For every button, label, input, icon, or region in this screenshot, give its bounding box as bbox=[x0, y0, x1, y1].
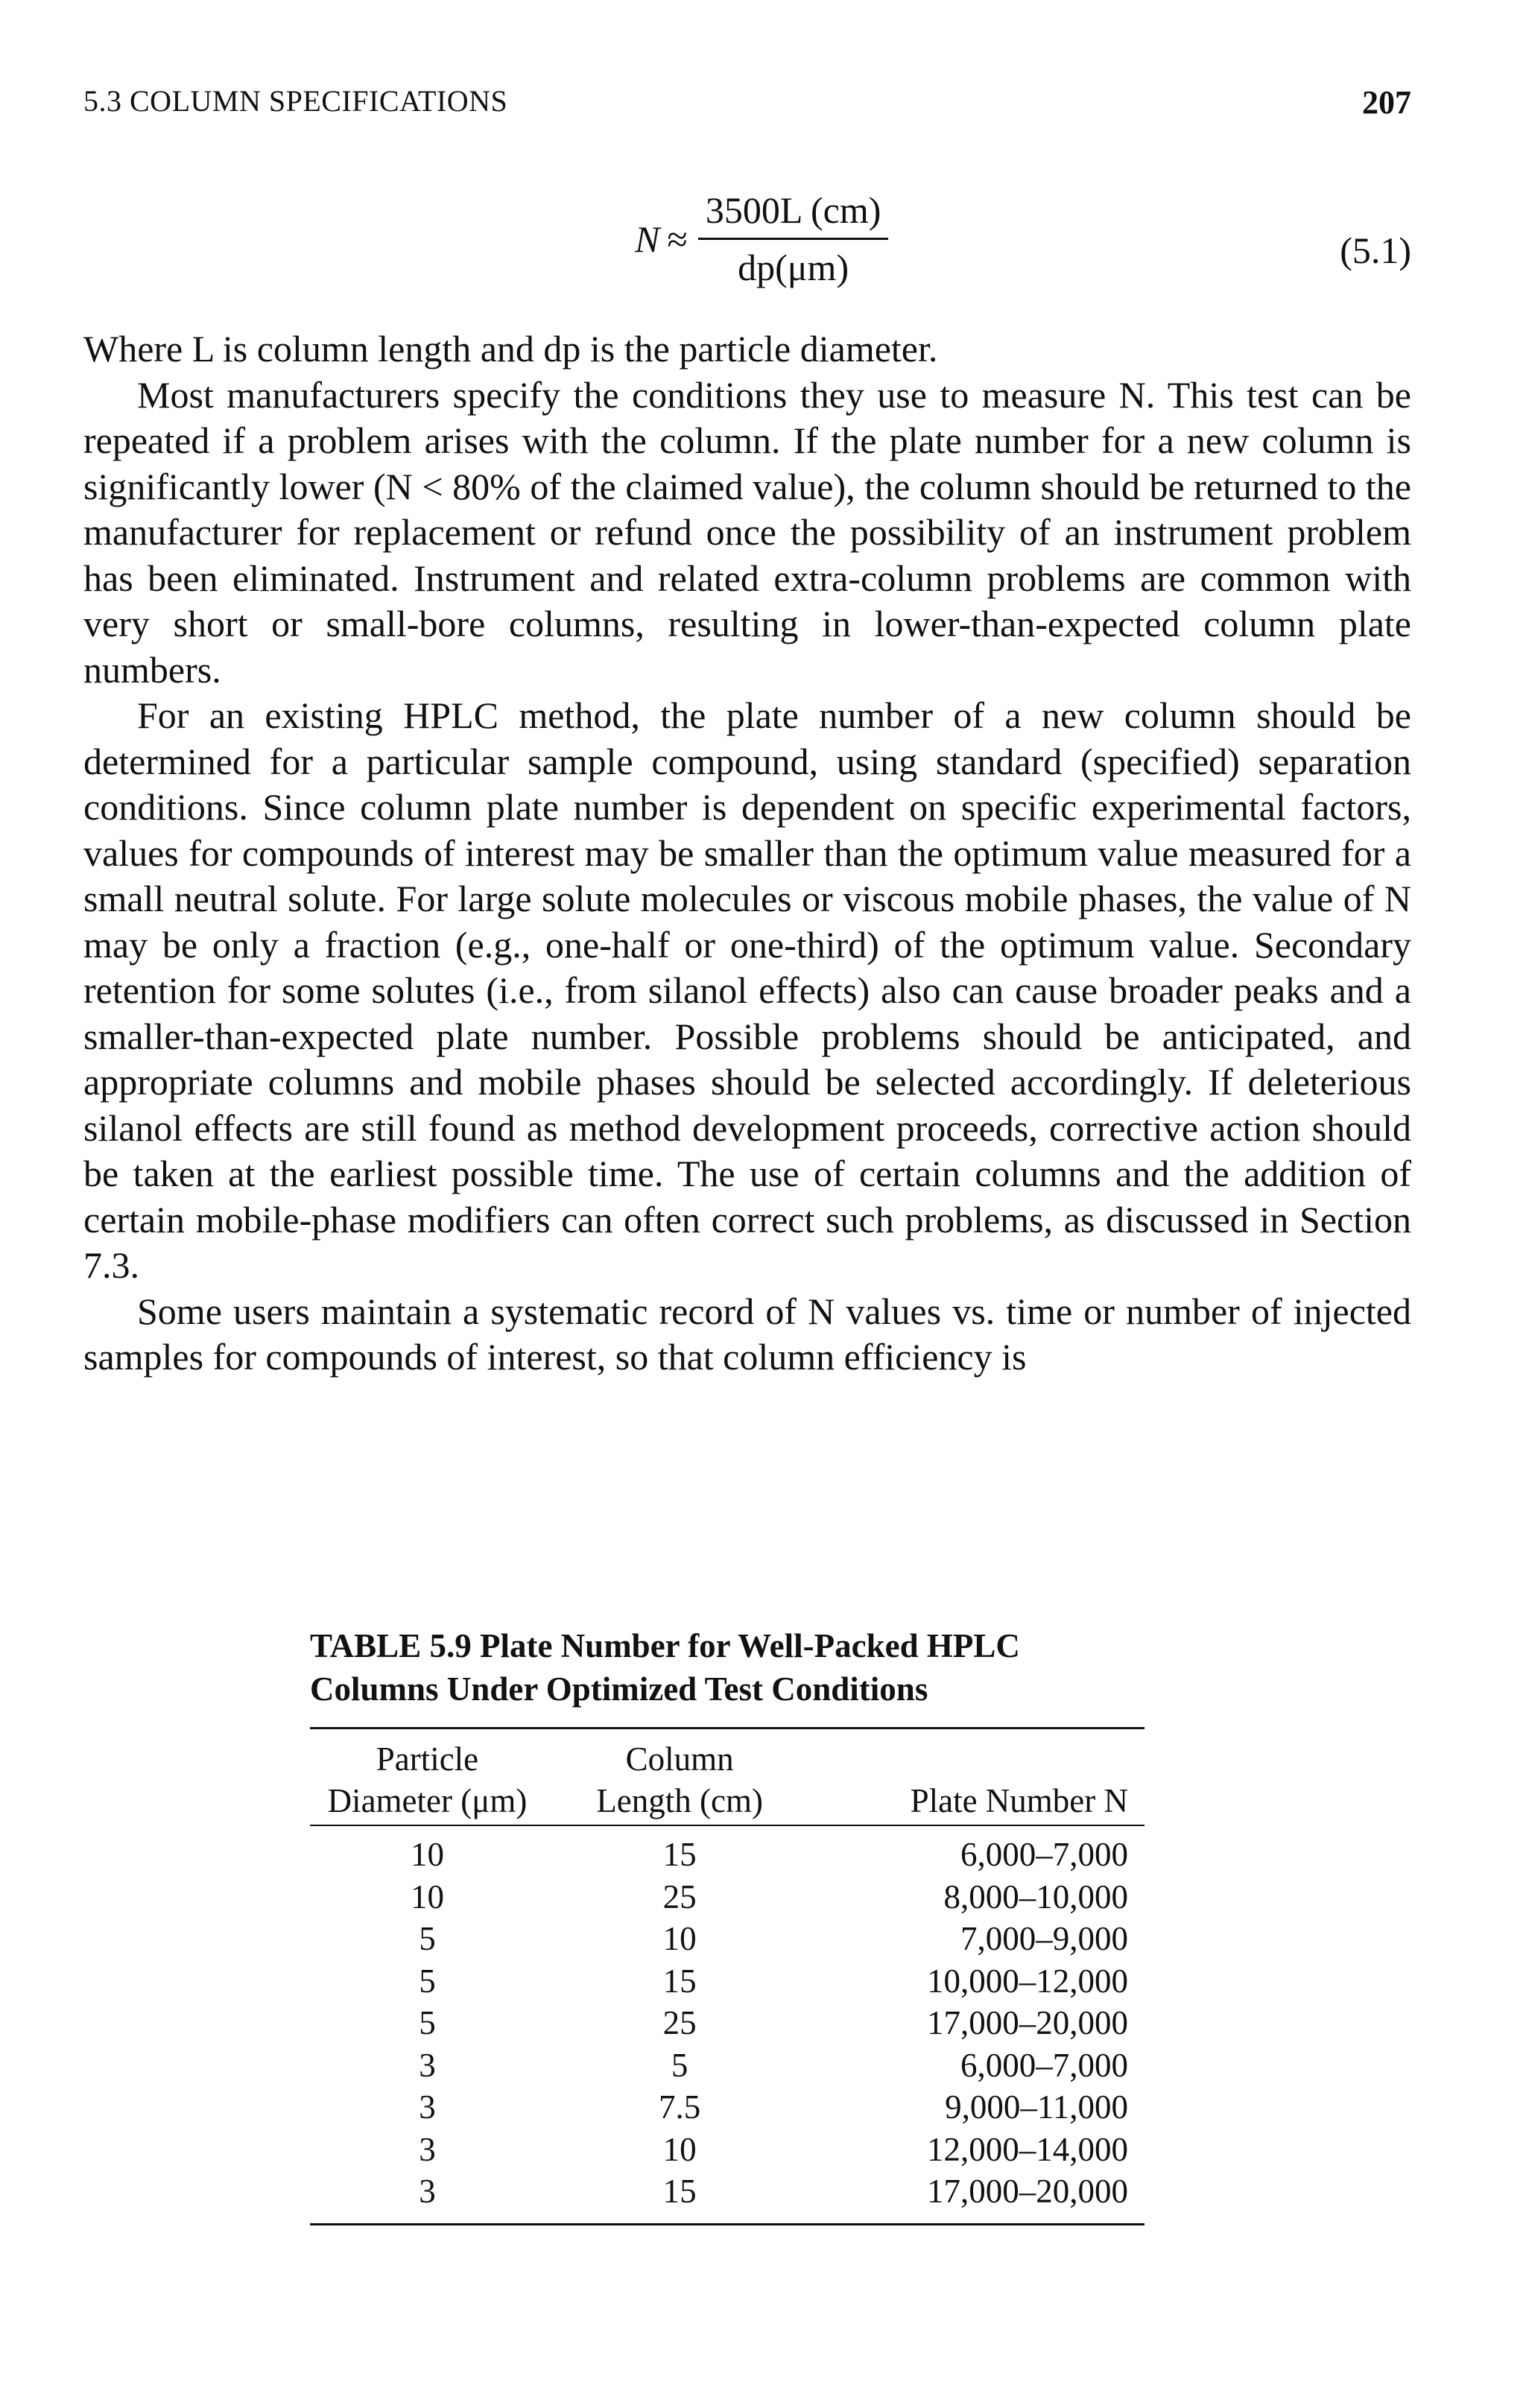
equation-relation: ≈ bbox=[667, 218, 688, 260]
equation-body bbox=[635, 188, 888, 289]
table-row bbox=[310, 2044, 1144, 2087]
equation-5-1 bbox=[83, 183, 1411, 294]
paragraph-manufacturers: Most manufacturers specify the conditions they use to measure N. This test can be repeated if a problem arises with the column. If the plate number for a new column is significantly lower (N < 80% of the claimed value), the column should be returned to the manufacturer for replacement or refund once the possibility of an instrument problem has been eliminated. Instrument and related extra-column problems are common with very short or small-bore columns, resulting in lower-than-expected column plate numbers. bbox=[83, 373, 1411, 691]
table-row bbox=[310, 2170, 1144, 2224]
cell-particle-diameter: 3 bbox=[419, 2046, 436, 2084]
plate-number-table bbox=[310, 1727, 1144, 2225]
cell-column-length: 10 bbox=[662, 2130, 697, 2168]
table-row bbox=[310, 2002, 1144, 2044]
running-head bbox=[83, 83, 1411, 136]
cell-column-length: 15 bbox=[662, 2173, 697, 2210]
cell-particle-diameter: 3 bbox=[419, 2088, 436, 2126]
table-row bbox=[310, 1918, 1144, 1960]
cell-particle-diameter: 5 bbox=[419, 1962, 436, 2000]
cell-plate-number: 17,000–20,000 bbox=[927, 2004, 1128, 2041]
header-plate-number: Plate Number N bbox=[814, 1729, 1144, 1826]
paragraph-definition: Where L is column length and dp is the particle diameter. bbox=[83, 328, 938, 370]
cell-column-length: 10 bbox=[662, 1920, 697, 1957]
header-particle-diameter: Particle Diameter (μm) bbox=[310, 1729, 545, 1826]
table-row bbox=[310, 1825, 1144, 1876]
paragraph-existing-method: For an existing HPLC method, the plate number of a new column should be determined for a particular sample compound, using standard (specified) separation conditions. Since column plate number is dependent on specific experimental factors, values for compounds of interest may be smaller than the optimum value measured for a small neutral solute. For large solute molecules or viscous mobile phases, the value of N may be only a fraction (e.g., one-half or one-third) of the optimum value. Secondary retention for some solutes (i.e., from silanol effects) also can cause broader peaks and a smaller-than-expected plate number. Possible problems should be anticipated, and appropriate columns and mobile phases should be selected accordingly. If deleterious silanol effects are still found as method development proceeds, corrective action should be taken at the earliest possible time. The use of certain columns and the addition of certain mobile-phase modifiers can often correct such problems, as discussed in Section 7.3. bbox=[83, 694, 1411, 1286]
equation-numerator: 3500L (cm) bbox=[698, 188, 889, 240]
table-row bbox=[310, 1960, 1144, 2003]
equation-fraction bbox=[698, 188, 889, 289]
table-row bbox=[310, 2129, 1144, 2171]
equation-number: (5.1) bbox=[1340, 229, 1411, 271]
cell-particle-diameter: 10 bbox=[410, 1878, 444, 1916]
page-number: 207 bbox=[1362, 84, 1411, 121]
cell-column-length: 25 bbox=[662, 1878, 697, 1916]
cell-particle-diameter: 5 bbox=[419, 2004, 436, 2041]
table-row bbox=[310, 1876, 1144, 1919]
table-caption: TABLE 5.9 Plate Number for Well-Packed HPLC Columns Under Optimized Test Conditions bbox=[310, 1627, 1020, 1708]
equation-denominator: dp(μm) bbox=[738, 247, 849, 288]
cell-plate-number: 8,000–10,000 bbox=[943, 1878, 1128, 1916]
cell-particle-diameter: 10 bbox=[410, 1836, 444, 1873]
cell-column-length: 15 bbox=[662, 1836, 697, 1873]
cell-column-length: 7.5 bbox=[659, 2088, 701, 2126]
cell-plate-number: 6,000–7,000 bbox=[960, 2046, 1128, 2084]
cell-plate-number: 12,000–14,000 bbox=[927, 2130, 1128, 2168]
equation-lhs: N bbox=[635, 218, 660, 260]
cell-column-length: 25 bbox=[662, 2004, 697, 2041]
cell-plate-number: 17,000–20,000 bbox=[927, 2173, 1128, 2210]
section-title: 5.3 COLUMN SPECIFICATIONS bbox=[83, 84, 508, 118]
table-header-row bbox=[310, 1729, 1144, 1826]
body-text bbox=[83, 326, 1411, 1381]
cell-particle-diameter: 3 bbox=[419, 2130, 436, 2168]
header-column-length: Column Length (cm) bbox=[545, 1729, 815, 1826]
cell-particle-diameter: 3 bbox=[419, 2173, 436, 2210]
cell-plate-number: 9,000–11,000 bbox=[945, 2088, 1128, 2126]
cell-particle-diameter: 5 bbox=[419, 1920, 436, 1957]
cell-plate-number: 7,000–9,000 bbox=[960, 1920, 1128, 1957]
cell-plate-number: 10,000–12,000 bbox=[927, 1962, 1128, 2000]
table-5-9 bbox=[310, 1624, 1152, 2225]
cell-plate-number: 6,000–7,000 bbox=[960, 1836, 1128, 1873]
paragraph-systematic-record: Some users maintain a systematic record of N values vs. time or number of injected samples for compounds of interest, so that column efficiency is bbox=[83, 1290, 1411, 1378]
cell-column-length: 5 bbox=[671, 2046, 688, 2084]
cell-column-length: 15 bbox=[662, 1962, 697, 2000]
table-row bbox=[310, 2086, 1144, 2129]
